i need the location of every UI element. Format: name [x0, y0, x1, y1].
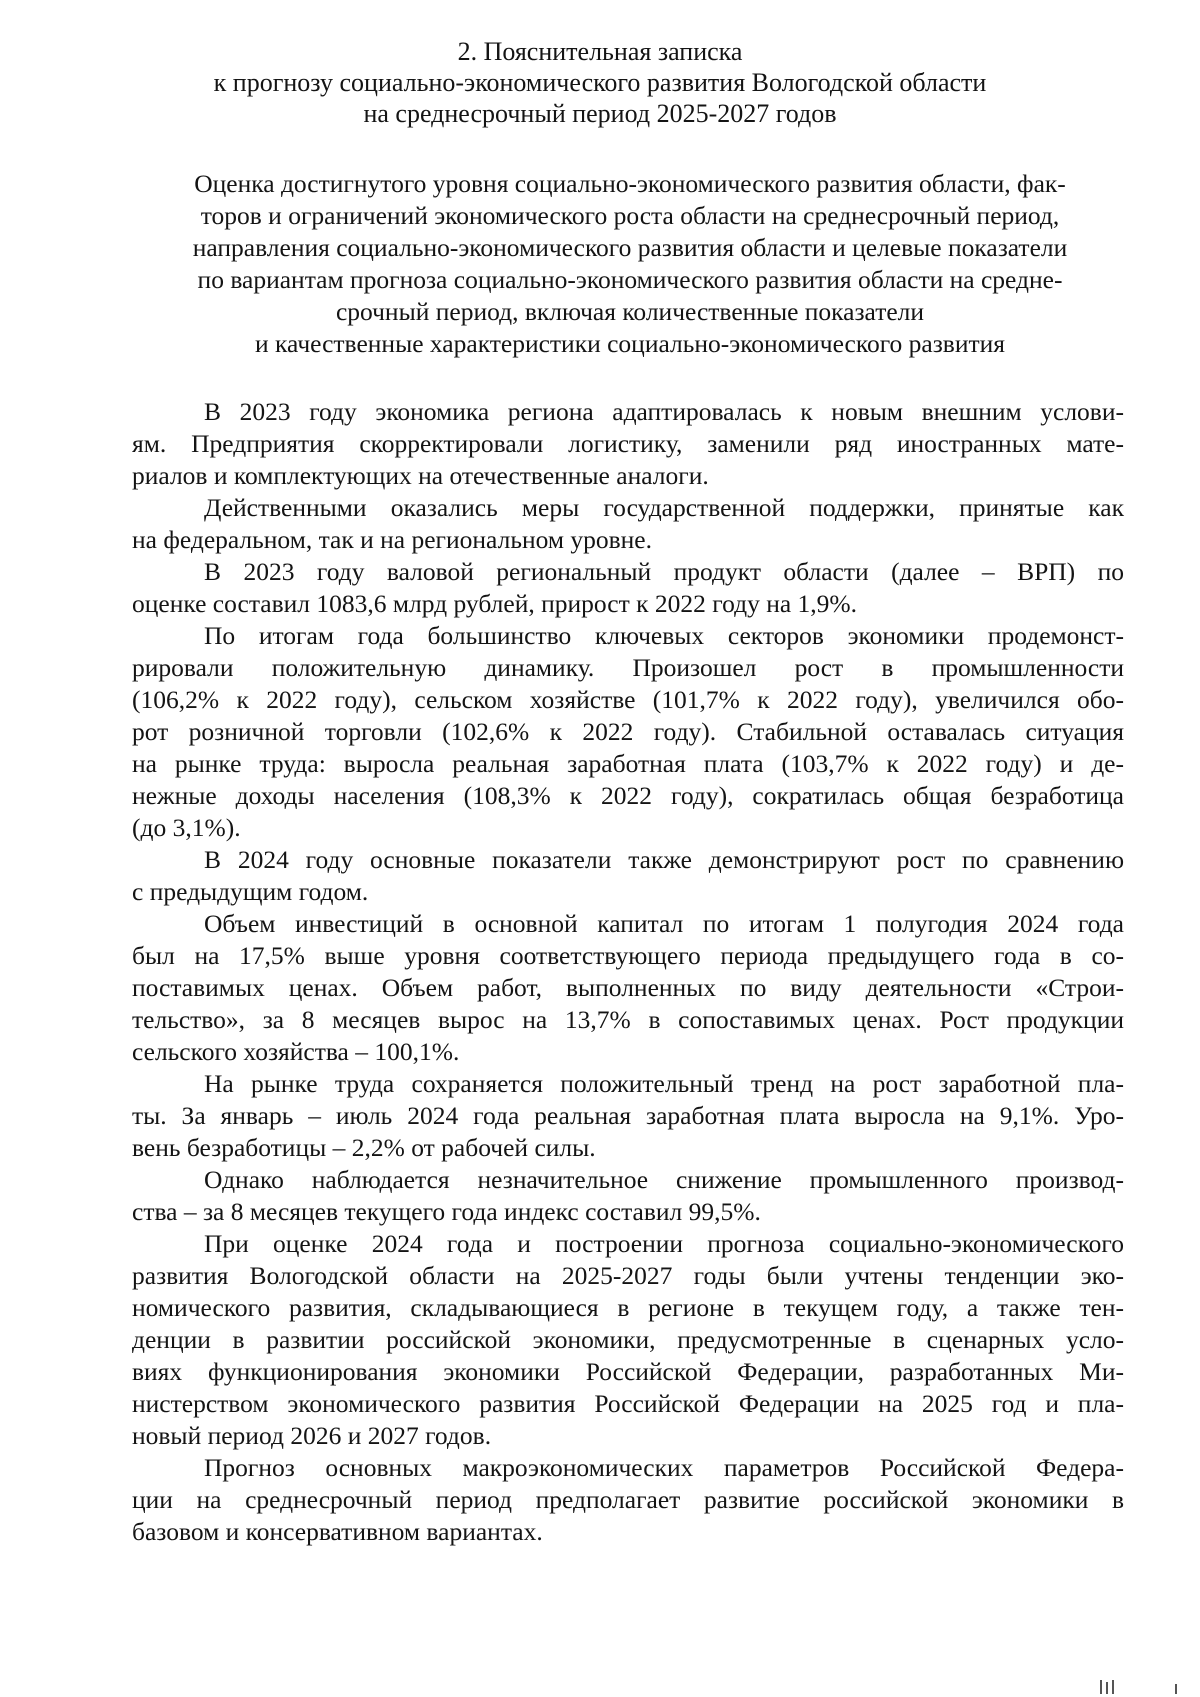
paragraph-line: При оценке 2024 года и построении прогноза социально-экономического: [204, 1229, 1124, 1258]
paragraph: [132, 1228, 1124, 1452]
paragraph: [132, 1452, 1124, 1548]
paragraph-line: на федеральном, так и на региональном уровне.: [132, 525, 652, 554]
scan-artifact: [1106, 1682, 1108, 1694]
paragraph-line: В 2024 году основные показатели также демонстрируют рост по сравнению: [204, 845, 1124, 874]
document-header: [100, 36, 1100, 129]
paragraph-line: виях функционирования экономики Российской Федерации, разработанных Ми-: [132, 1357, 1124, 1386]
paragraph: [132, 492, 1124, 556]
paragraph-line: ям. Предприятия скорректировали логистику, заменили ряд иностранных мате-: [132, 429, 1124, 458]
paragraph-line: В 2023 году экономика региона адаптировалась к новым внешним услови-: [204, 397, 1124, 426]
paragraph-line: номического развития, складывающиеся в регионе в текущем году, а также тен-: [132, 1293, 1124, 1322]
subtitle-line: направления социально-экономического развития области и целевые показатели: [192, 233, 1068, 262]
paragraph-line: вень безработицы – 2,2% от рабочей силы.: [132, 1133, 596, 1162]
paragraph-line: нежные доходы населения (108,3% к 2022 году), сократилась общая безработица: [132, 781, 1124, 810]
paragraph-line: (до 3,1%).: [132, 813, 241, 842]
document-subtitle: [130, 168, 1130, 360]
paragraph-line: тельство», за 8 месяцев вырос на 13,7% в сопоставимых ценах. Рост продукции: [132, 1005, 1124, 1034]
paragraph-line: ства – за 8 месяцев текущего года индекс составил 99,5%.: [132, 1197, 761, 1226]
paragraph: [132, 556, 1124, 620]
paragraph-line: На рынке труда сохраняется положительный тренд на рост заработной пла-: [204, 1069, 1124, 1098]
paragraph-line: на рынке труда: выросла реальная заработная плата (103,7% к 2022 году) и де-: [132, 749, 1124, 778]
section-title: 2. Пояснительная записка: [457, 37, 743, 66]
paragraph-line: поставимых ценах. Объем работ, выполненных по виду деятельности «Строи-: [132, 973, 1124, 1002]
header-line-3: на среднесрочный период 2025-2027 годов: [363, 99, 837, 128]
subtitle-line: торов и ограничений экономического роста области на среднесрочный период,: [200, 201, 1060, 230]
subtitle-line: срочный период, включая количественные показатели: [335, 297, 925, 326]
paragraph-line: рировали положительную динамику. Произошел рост в промышленности: [132, 653, 1124, 682]
paragraph-line: Прогноз основных макроэкономических параметров Российской Федера-: [204, 1453, 1124, 1482]
scan-artifact: [1100, 1680, 1102, 1694]
paragraph-line: с предыдущим годом.: [132, 877, 369, 906]
subtitle-line: по вариантам прогноза социально-экономического развития области на средне-: [197, 265, 1063, 294]
paragraph-line: Действенными оказались меры государственной поддержки, принятые как: [204, 493, 1124, 522]
document-body: [132, 396, 1124, 1548]
paragraph-line: Объем инвестиций в основной капитал по итогам 1 полугодия 2024 года: [204, 909, 1124, 938]
paragraph-line: базовом и консервативном вариантах.: [132, 1517, 543, 1546]
header-line-2: к прогнозу социально-экономического развития Вологодской области: [213, 68, 987, 97]
paragraph: [132, 396, 1124, 492]
subtitle-line: Оценка достигнутого уровня социально-экономического развития области, фак-: [194, 169, 1066, 198]
paragraph: [132, 1068, 1124, 1164]
paragraph-line: рот розничной торговли (102,6% к 2022 году). Стабильной оставалась ситуация: [132, 717, 1124, 746]
paragraph-line: (106,2% к 2022 году), сельском хозяйстве (101,7% к 2022 году), увеличился обо-: [132, 685, 1124, 714]
paragraph-line: риалов и комплектующих на отечественные аналоги.: [132, 461, 709, 490]
paragraph-line: был на 17,5% выше уровня соответствующего периода предыдущего года в со-: [132, 941, 1124, 970]
paragraph-line: развития Вологодской области на 2025-2027 годы были учтены тенденции эко-: [132, 1261, 1124, 1290]
paragraph-line: денции в развитии российской экономики, предусмотренные в сценарных усло-: [132, 1325, 1124, 1354]
paragraph-line: оценке составил 1083,6 млрд рублей, прирост к 2022 году на 1,9%.: [132, 589, 858, 618]
paragraph-line: новый период 2026 и 2027 годов.: [132, 1421, 492, 1450]
scan-artifact: [1175, 1684, 1177, 1694]
paragraph-line: В 2023 году валовой региональный продукт области (далее – ВРП) по: [204, 557, 1124, 586]
paragraph-line: По итогам года большинство ключевых секторов экономики продемонст-: [204, 621, 1124, 650]
subtitle-line: и качественные характеристики социально-экономического развития: [255, 329, 1005, 358]
paragraph-line: нистерством экономического развития Российской Федерации на 2025 год и пла-: [132, 1389, 1124, 1418]
paragraph-line: Однако наблюдается незначительное снижение промышленного производ-: [204, 1165, 1124, 1194]
paragraph: [132, 908, 1124, 1068]
paragraph-line: сельского хозяйства – 100,1%.: [132, 1037, 460, 1066]
paragraph-line: ции на среднесрочный период предполагает развитие российской экономики в: [132, 1485, 1124, 1514]
scan-artifact: [1112, 1680, 1114, 1694]
paragraph: [132, 844, 1124, 908]
paragraph: [132, 1164, 1124, 1228]
paragraph-line: ты. За январь – июль 2024 года реальная заработная плата выросла на 9,1%. Уро-: [132, 1101, 1124, 1130]
paragraph: [132, 620, 1124, 844]
